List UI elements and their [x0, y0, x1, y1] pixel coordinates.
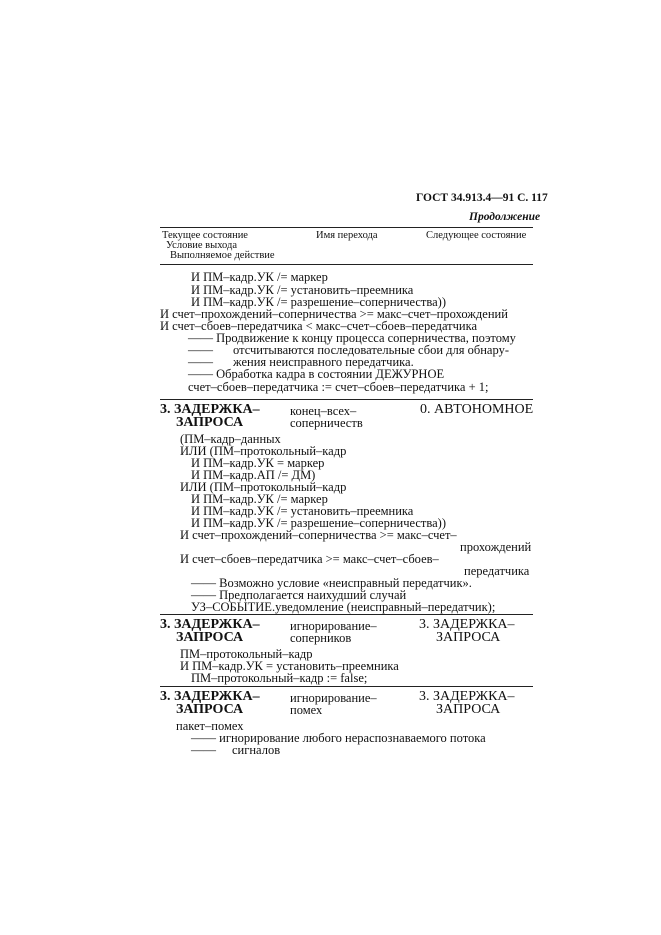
condition-line: И ПМ–кадр.УК /= маркер	[191, 270, 328, 284]
col-header-current-state: Текущее состояние	[162, 230, 248, 241]
condition-line: И счет–сбоев–передатчика < макс–счет–сбоев–передатчика	[160, 319, 478, 333]
comment-line: —— игнорирование любого нераспознаваемого потока	[191, 731, 486, 745]
transition-name: игнорирование–	[290, 619, 377, 633]
col-header-action: Выполняемое действие	[170, 250, 275, 261]
next-state: 3. ЗАДЕРЖКА–	[419, 617, 515, 632]
header-bottom-rule	[160, 264, 533, 265]
next-state-cont: ЗАПРОСА	[436, 630, 501, 645]
condition-line: И ПМ–кадр.УК /= маркер	[191, 492, 328, 506]
current-state-cont: ЗАПРОСА	[176, 630, 244, 645]
transition-name-cont: соперников	[290, 631, 352, 645]
condition-line: И счет–сбоев–передатчика >= макс–счет–сбоев–	[180, 552, 439, 566]
condition-line: И ПМ–кадр.АП /= ДМ)	[191, 468, 316, 482]
current-state: 3. ЗАДЕРЖКА–	[160, 402, 260, 417]
condition-line: (ПМ–кадр–данных	[180, 432, 281, 446]
comment-line: —— Возможно условие «неисправный передатчик».	[191, 576, 472, 590]
next-state-cont: ЗАПРОСА	[436, 702, 501, 717]
col-header-transition-name: Имя перехода	[316, 230, 378, 241]
condition-line: И ПМ–кадр.УК /= разрешение–соперничества))	[191, 295, 446, 309]
condition-line: ПМ–протокольный–кадр	[180, 647, 313, 661]
current-state: 3. ЗАДЕРЖКА–	[160, 689, 260, 704]
action-line: ПМ–протокольный–кадр := false;	[191, 671, 368, 685]
condition-line: И счет–прохождений–соперничества >= макс–счет–прохождений	[160, 307, 508, 321]
transition-name: игнорирование–	[290, 691, 377, 705]
continuation-label: Продолжение	[469, 211, 541, 223]
comment-dash: ——	[188, 343, 213, 357]
comment-line: —— Предполагается наихудший случай	[191, 588, 407, 602]
col-header-exit-condition: Условие выхода	[166, 240, 237, 251]
next-state: 0. АВТОНОМНОЕ	[420, 402, 534, 417]
condition-line: И ПМ–кадр.УК = маркер	[191, 456, 325, 470]
action-line: УЗ–СОБЫТИЕ.уведомление (неисправный–передатчик);	[191, 600, 496, 614]
action-line: счет–сбоев–передатчика := счет–сбоев–передатчика + 1;	[188, 380, 489, 394]
comment-dash: ——	[191, 743, 216, 757]
row-separator	[160, 399, 533, 400]
standard-reference: ГОСТ 34.913.4—91 С. 117	[416, 192, 548, 204]
row-separator	[160, 686, 533, 687]
comment-line: —— Обработка кадра в состоянии ДЕЖУРНОЕ	[188, 367, 445, 381]
comment-line: отсчитываются последовательные сбои для обнару-	[233, 343, 509, 357]
next-state: 3. ЗАДЕРЖКА–	[419, 689, 515, 704]
condition-line-cont: прохождений	[460, 540, 532, 554]
current-state: 3. ЗАДЕРЖКА–	[160, 617, 260, 632]
transition-name-cont: соперничеств	[290, 416, 363, 430]
comment-line: —— Продвижение к концу процесса соперничества, поэтому	[188, 331, 516, 345]
comment-dash: ——	[188, 355, 213, 369]
condition-line: И ПМ–кадр.УК /= установить–преемника	[191, 504, 414, 518]
condition-line: И ПМ–кадр.УК /= разрешение–соперничества))	[191, 516, 446, 530]
condition-line: И ПМ–кадр.УК = установить–преемника	[180, 659, 399, 673]
condition-line: И ПМ–кадр.УК /= установить–преемника	[191, 283, 414, 297]
comment-line: сигналов	[232, 743, 281, 757]
col-header-next-state: Следующее состояние	[426, 230, 527, 241]
condition-line: пакет–помех	[176, 719, 244, 733]
condition-line: И счет–прохождений–соперничества >= макс–счет–	[180, 528, 457, 542]
current-state-cont: ЗАПРОСА	[176, 702, 244, 717]
condition-line-cont: передатчика	[464, 564, 530, 578]
transition-name: конец–всех–	[290, 404, 357, 418]
condition-line: ИЛИ (ПМ–протокольный–кадр	[180, 444, 347, 458]
transition-name-cont: помех	[290, 703, 323, 717]
condition-line: ИЛИ (ПМ–протокольный–кадр	[180, 480, 347, 494]
row-separator	[160, 614, 533, 615]
table-top-rule	[160, 227, 533, 228]
comment-line: жения неисправного передатчика.	[233, 355, 414, 369]
current-state-cont: ЗАПРОСА	[176, 415, 244, 430]
